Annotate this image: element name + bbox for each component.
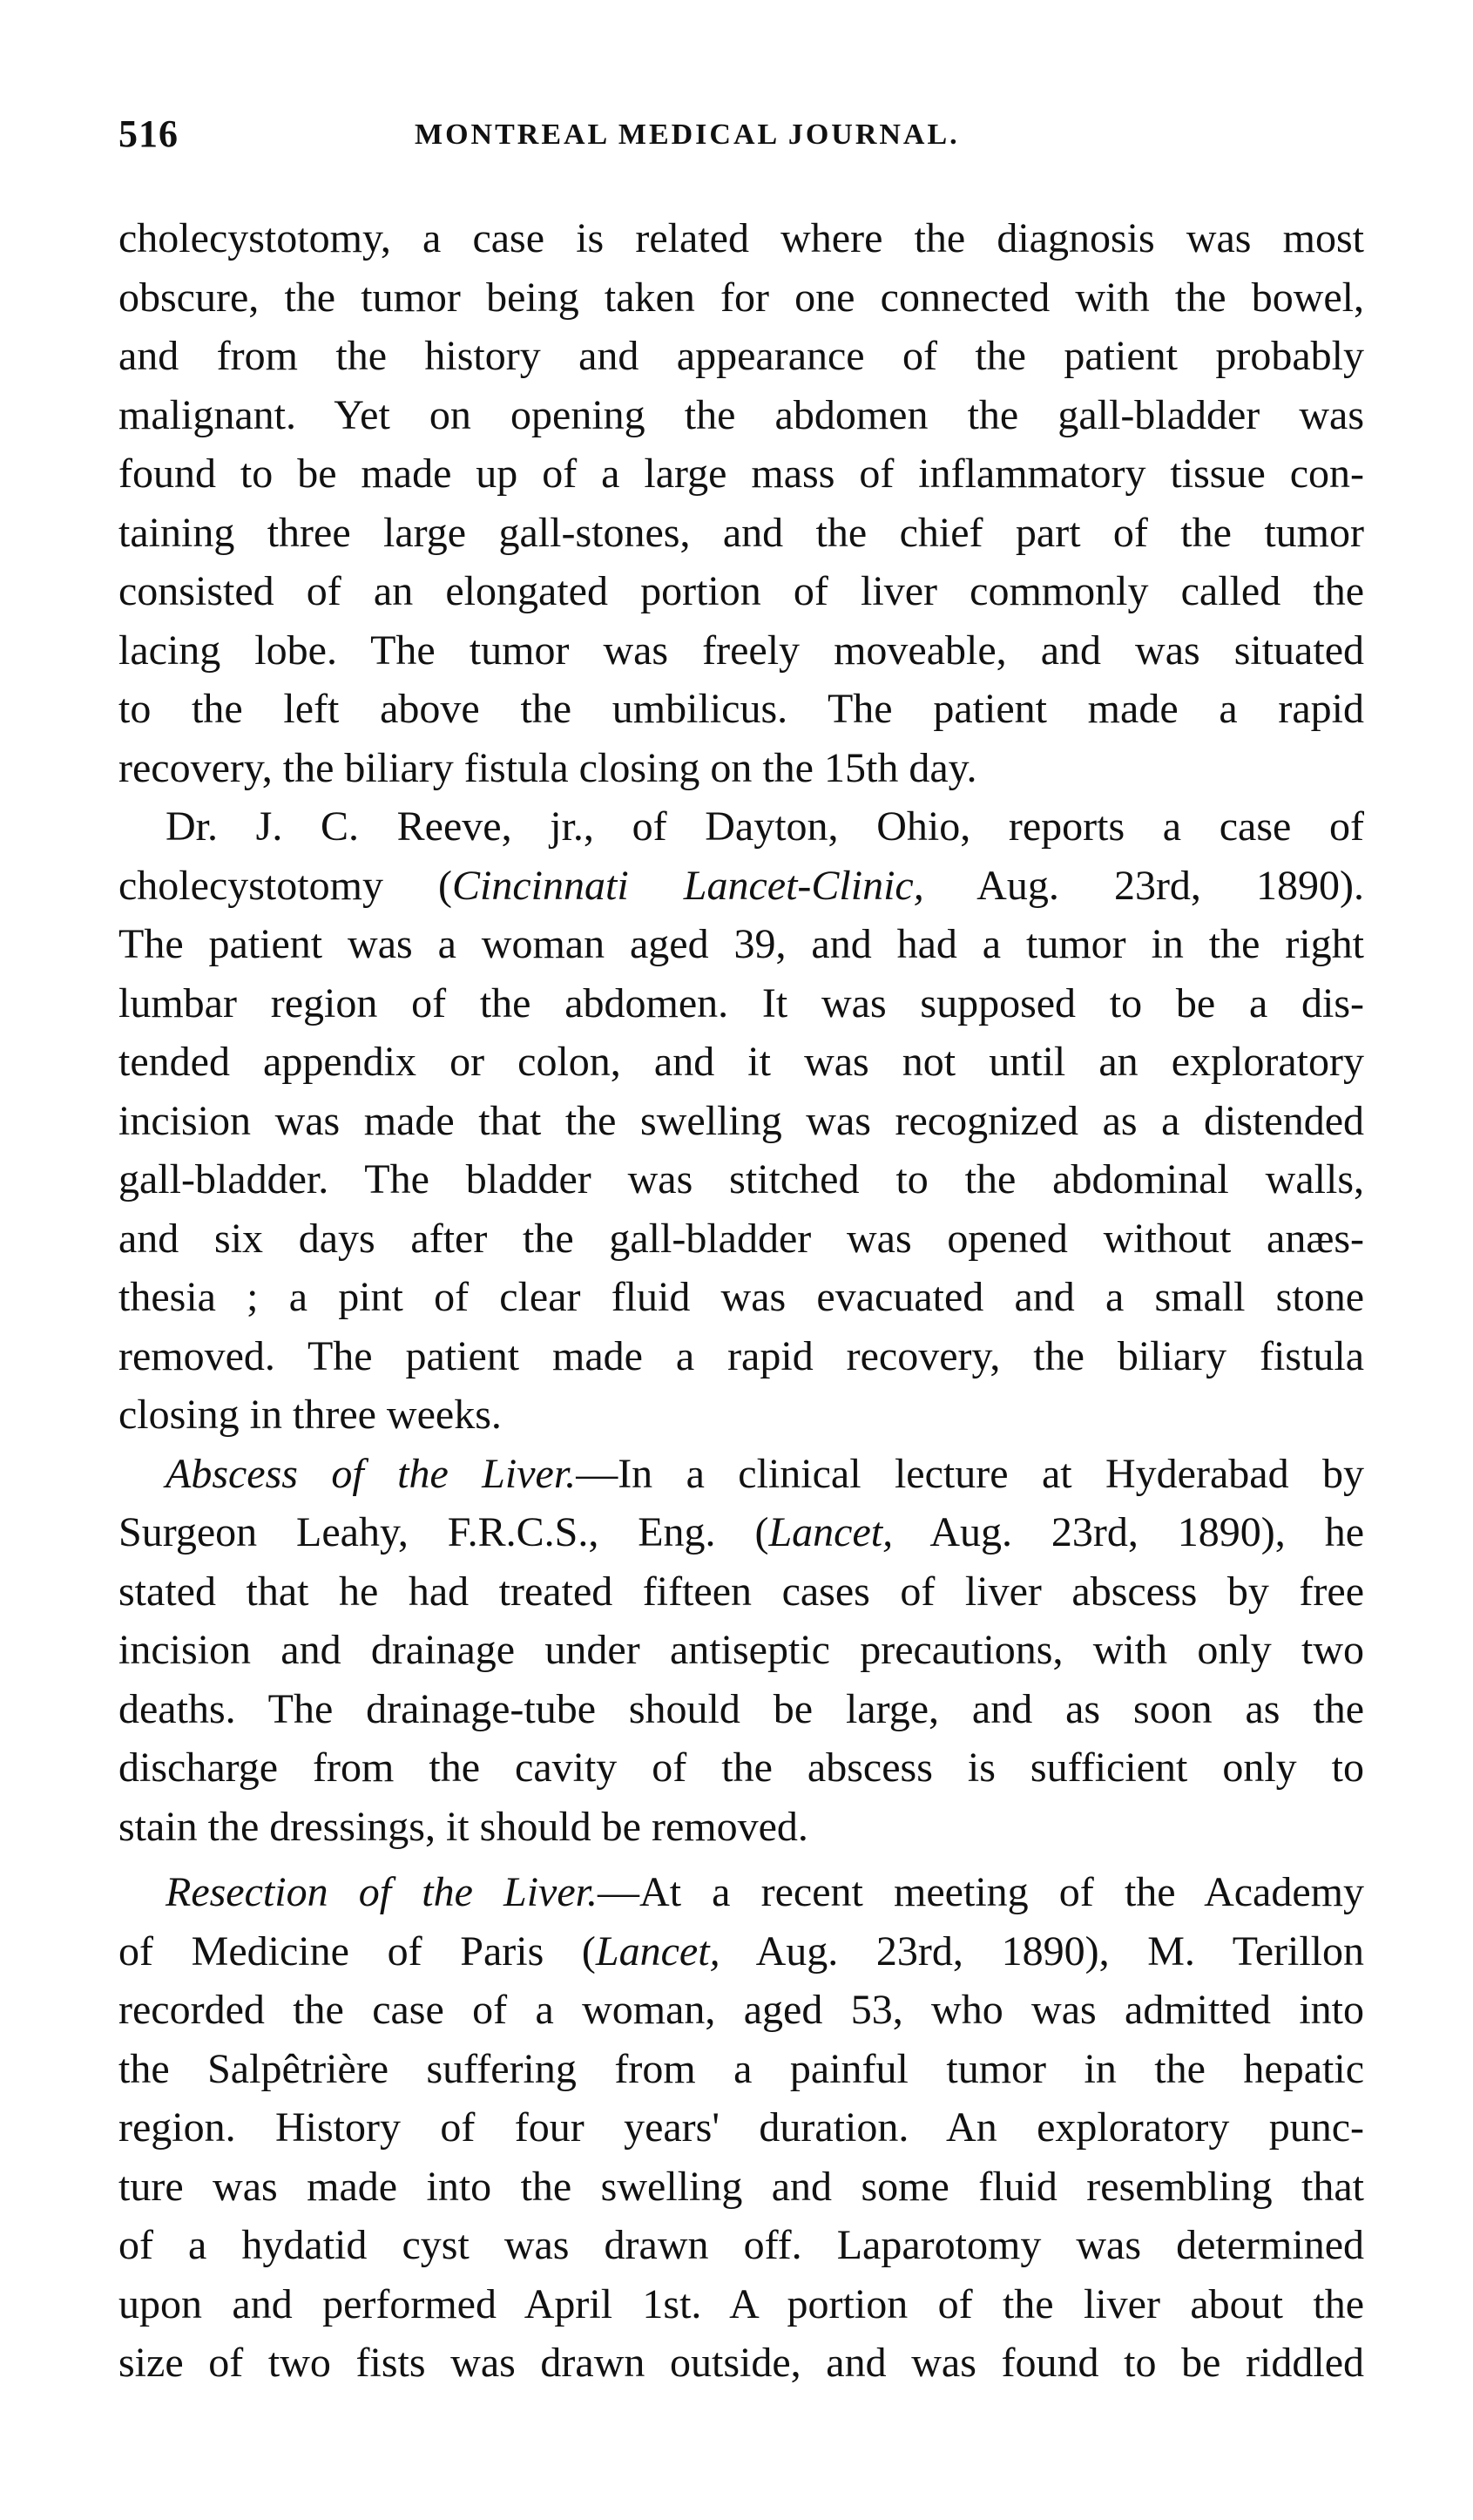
text-line: the Salpêtrière suffering from a painful tumor in the hepatic bbox=[118, 2045, 1364, 2092]
text-line: to the left above the umbilicus. The patient made a rapid bbox=[118, 686, 1364, 732]
text-line: found to be made up of a large mass of inflammatory tissue con- bbox=[118, 450, 1364, 497]
text-line: ture was made into the swelling and some fluid resembling that bbox=[118, 2163, 1364, 2210]
text-line: stain the dressings, it should be removed. bbox=[118, 1803, 808, 1850]
text-line bbox=[118, 1445, 1364, 1504]
citation-italic: Lancet, bbox=[595, 1927, 720, 1975]
text-line bbox=[118, 1863, 1364, 1922]
text-line: of a hydatid cyst was drawn off. Laparotomy was determined bbox=[118, 2222, 1364, 2268]
text-line: incision was made that the swelling was recognized as a distended bbox=[118, 1097, 1364, 1144]
text-line: taining three large gall-stones, and the chief part of the tumor bbox=[118, 509, 1364, 556]
text-line: lumbar region of the abdomen. It was supposed to be a dis- bbox=[118, 979, 1364, 1026]
article-body bbox=[118, 209, 1364, 2393]
text-fragment: cholecystotomy ( bbox=[118, 862, 453, 909]
text-line: deaths. The drainage-tube should be large, and as soon as the bbox=[118, 1685, 1364, 1732]
text-line: size of two fists was drawn outside, and was found to be riddled bbox=[118, 2340, 1364, 2386]
text-fragment: Aug. 23rd, 1890). bbox=[923, 862, 1364, 909]
text-line: discharge from the cavity of the abscess is sufficient only to bbox=[118, 1744, 1364, 1791]
text-line bbox=[118, 1503, 1364, 1562]
text-fragment: —At a recent meeting of the Academy bbox=[598, 1869, 1364, 1915]
text-line: and from the history and appearance of the patient probably bbox=[118, 333, 1364, 379]
text-line: malignant. Yet on opening the abdomen the gall-bladder was bbox=[118, 391, 1364, 438]
section-heading-italic: Resection of the Liver. bbox=[166, 1869, 598, 1915]
page-number: 516 bbox=[118, 112, 179, 155]
citation-italic: Lancet, bbox=[768, 1509, 894, 1555]
running-title: MONTREAL MEDICAL JOURNAL. bbox=[415, 119, 960, 151]
text-fragment: —In a clinical lecture at Hyderabad by bbox=[576, 1450, 1364, 1497]
text-line: thesia ; a pint of clear fluid was evacuated and a small stone bbox=[118, 1274, 1364, 1320]
text-line bbox=[118, 857, 1364, 916]
text-line: obscure, the tumor being taken for one connected with the bowel, bbox=[118, 274, 1364, 321]
text-fragment: Aug. 23rd, 1890), he bbox=[893, 1509, 1364, 1555]
text-line bbox=[118, 1922, 1364, 1981]
text-line: recovery, the biliary fistula closing on the 15th day. bbox=[118, 744, 977, 791]
text-line: closing in three weeks. bbox=[118, 1392, 502, 1438]
text-fragment: of Medicine of Paris ( bbox=[118, 1927, 596, 1975]
text-line: Dr. J. C. Reeve, jr., of Dayton, Ohio, reports a case of bbox=[166, 803, 1364, 850]
text-line: cholecystotomy, a case is related where the diagnosis was most bbox=[118, 215, 1364, 261]
text-fragment: Surgeon Leahy, F.R.C.S., Eng. ( bbox=[118, 1509, 769, 1555]
text-line: region. History of four years' duration. An exploratory punc- bbox=[118, 2104, 1364, 2151]
text-line: removed. The patient made a rapid recovery, the biliary fistula bbox=[118, 1332, 1364, 1379]
citation-italic: Cincinnati Lancet-Clinic, bbox=[452, 862, 924, 909]
text-line: The patient was a woman aged 39, and had a tumor in the right bbox=[118, 921, 1364, 967]
text-line: lacing lobe. The tumor was freely moveable, and was situated bbox=[118, 627, 1364, 674]
section-heading-italic: Abscess of the Liver. bbox=[166, 1450, 577, 1497]
text-fragment: Aug. 23rd, 1890), M. Terillon bbox=[720, 1927, 1364, 1975]
text-line: recorded the case of a woman, aged 53, who was admitted into bbox=[118, 1987, 1364, 2033]
page-header bbox=[118, 112, 1355, 164]
text-line: consisted of an elongated portion of liver commonly called the bbox=[118, 568, 1364, 614]
text-line: stated that he had treated fifteen cases of liver abscess by free bbox=[118, 1568, 1364, 1615]
text-line: and six days after the gall-bladder was opened without anæs- bbox=[118, 1215, 1364, 1262]
text-line: tended appendix or colon, and it was not until an exploratory bbox=[118, 1039, 1364, 1085]
text-line: upon and performed April 1st. A portion of the liver about the bbox=[118, 2280, 1364, 2327]
text-line: gall-bladder. The bladder was stitched to the abdominal walls, bbox=[118, 1156, 1364, 1202]
text-line: incision and drainage under antiseptic precautions, with only two bbox=[118, 1627, 1364, 1673]
